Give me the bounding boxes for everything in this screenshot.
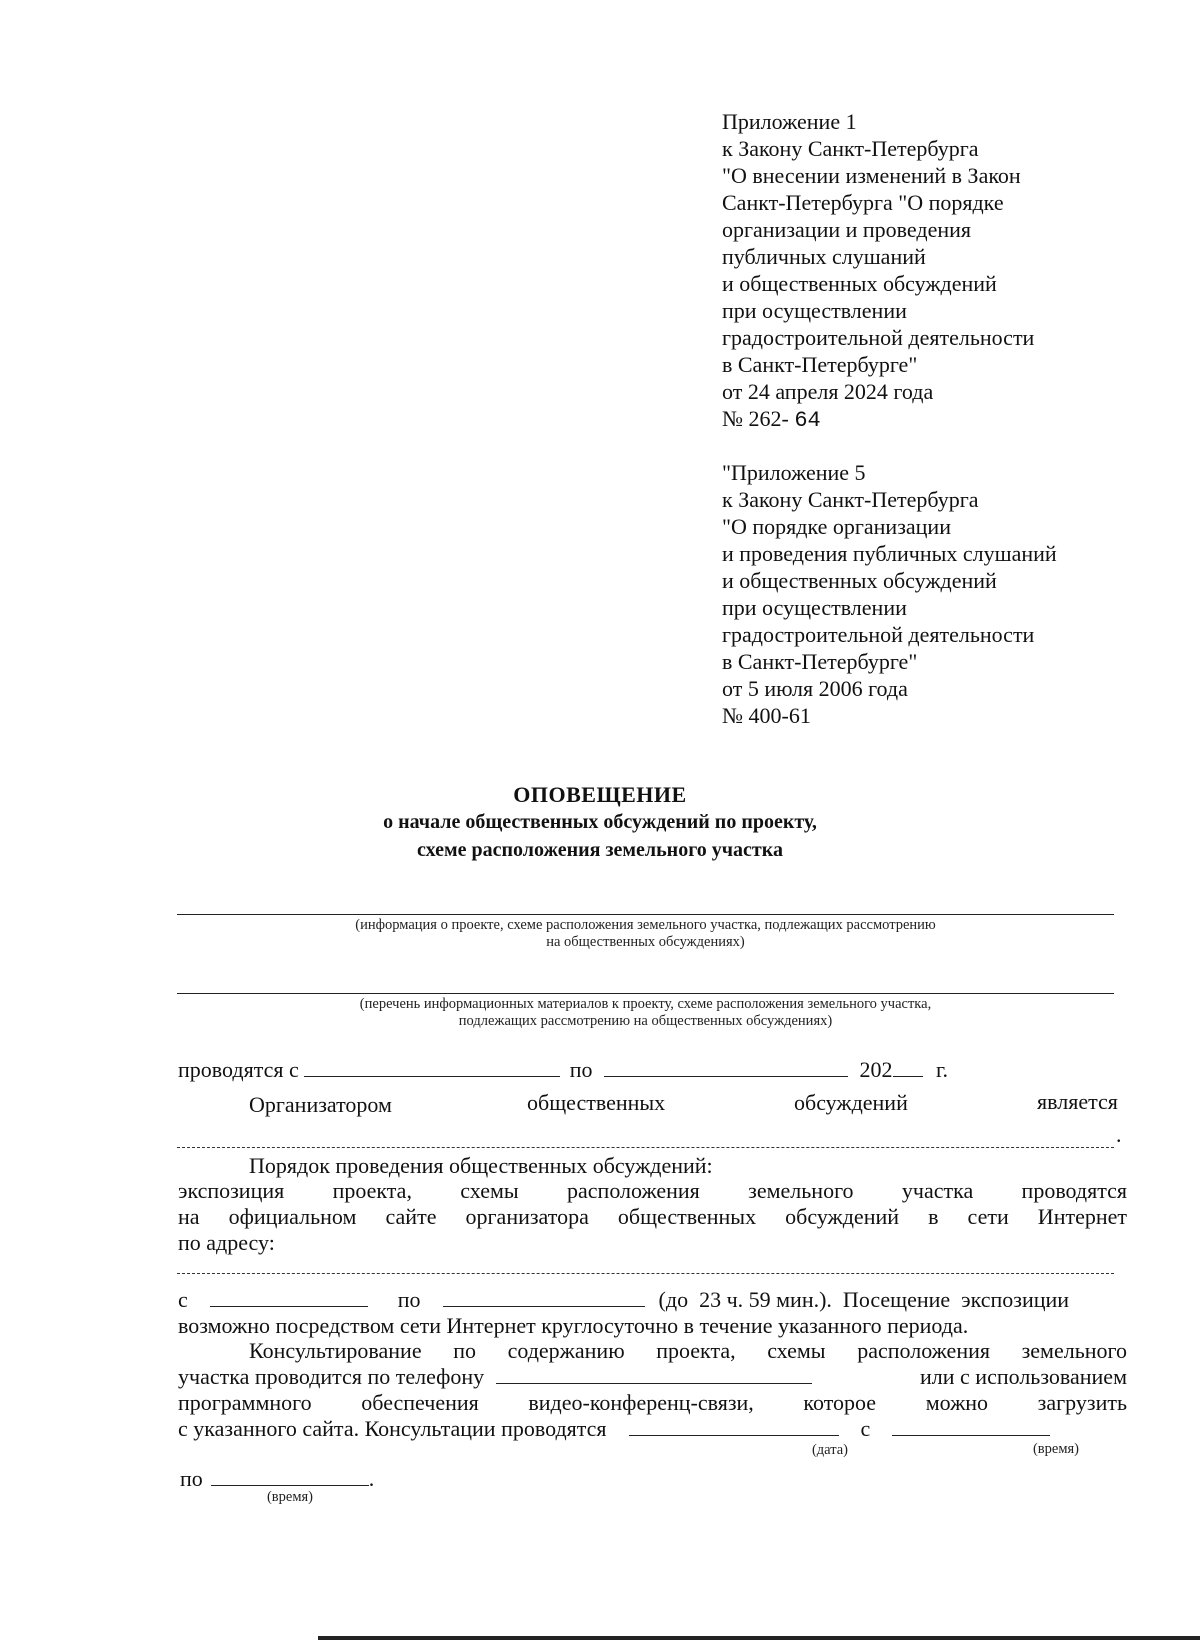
page-subtitle-line: о начале общественных обсуждений по проекту, bbox=[383, 811, 817, 833]
caption-line: подлежащих рассмотрению на общественных обсуждениях) bbox=[458, 1013, 833, 1029]
annex-5-line: к Закону Санкт-Петербурга bbox=[722, 487, 979, 512]
procedure-line: на официальном сайте организатора общественных обсуждений в сети Интернет bbox=[178, 1204, 1127, 1229]
annex-5-line: при осуществлении bbox=[722, 595, 907, 620]
exposition-tail: (до 23 ч. 59 мин.). Посещение экспозиции bbox=[658, 1287, 1070, 1312]
consult-phone-label: участка проводится по телефону bbox=[178, 1364, 485, 1389]
organizer-word: обсуждений bbox=[794, 1090, 908, 1115]
project-info-blank bbox=[177, 914, 1114, 915]
annex-5-line: и проведения публичных слушаний bbox=[722, 541, 1057, 566]
annex-5-line: градостроительной деятельности bbox=[722, 622, 1035, 647]
organizer-word: является bbox=[1037, 1089, 1118, 1114]
annex-5-block bbox=[722, 459, 1057, 729]
consult-from-label: с bbox=[860, 1416, 871, 1441]
consult-date-label: с указанного сайта. Консультации проводятся bbox=[178, 1416, 607, 1441]
period-year-suffix: г. bbox=[936, 1057, 949, 1082]
project-info-caption bbox=[177, 917, 1114, 951]
consult-date-blank[interactable] bbox=[629, 1415, 839, 1436]
annex-1-line: при осуществлении bbox=[722, 298, 907, 323]
exposition-from-label: с bbox=[178, 1287, 188, 1312]
consult-to-label: по bbox=[180, 1466, 203, 1491]
materials-blank bbox=[177, 993, 1114, 994]
exposition-start-blank[interactable] bbox=[210, 1286, 368, 1307]
caption-line: (перечень информационных материалов к проекту, схеме расположения земельного участка, bbox=[359, 996, 932, 1012]
period-end-blank[interactable] bbox=[604, 1056, 848, 1077]
exposition-end-blank[interactable] bbox=[443, 1286, 645, 1307]
annex-1-line: организации и проведения bbox=[722, 217, 972, 242]
consult-line: программного обеспечения видео-конференц-связи, которое можно загрузить bbox=[178, 1390, 1127, 1415]
time-caption: (время) bbox=[1032, 1441, 1080, 1457]
annex-1-number-handwritten: 64 bbox=[794, 408, 821, 433]
annex-5-line: "Приложение 5 bbox=[722, 460, 866, 485]
page-subtitle-line: схеме расположения земельного участка bbox=[417, 839, 783, 861]
annex-5-line: № 400-61 bbox=[722, 703, 811, 728]
caption-line: на общественных обсуждениях) bbox=[546, 934, 745, 950]
organizer-word: общественных bbox=[527, 1090, 666, 1115]
annex-1-line: и общественных обсуждений bbox=[722, 271, 997, 296]
period-year-blank[interactable] bbox=[893, 1056, 923, 1077]
date-caption: (дата) bbox=[811, 1442, 849, 1458]
consult-to-dot: . bbox=[368, 1466, 375, 1491]
organizer-blank[interactable] bbox=[177, 1147, 1114, 1148]
consult-phone-line bbox=[178, 1363, 1127, 1390]
exposition-line-2: возможно посредством сети Интернет круглосуточно в течение указанного периода. bbox=[178, 1313, 969, 1338]
annex-1-line: к Закону Санкт-Петербурга bbox=[722, 136, 979, 161]
annex-1-number bbox=[722, 405, 1034, 434]
page-bottom-edge bbox=[318, 1636, 1200, 1640]
consult-phone-tail: или с использованием bbox=[920, 1364, 1127, 1389]
annex-1-number-prefix: № 262- bbox=[722, 406, 789, 431]
notice-title-block bbox=[0, 782, 1200, 864]
time-caption: (время) bbox=[266, 1489, 314, 1505]
annex-1-block bbox=[722, 108, 1034, 434]
annex-5-line: от 5 июля 2006 года bbox=[722, 676, 908, 701]
period-from-label: проводятся с bbox=[178, 1057, 299, 1082]
annex-1-line: от 24 апреля 2024 года bbox=[722, 379, 934, 404]
procedure-line: экспозиция проекта, схемы расположения земельного участка проводятся bbox=[178, 1178, 1127, 1203]
page-title: ОПОВЕЩЕНИЕ bbox=[513, 782, 687, 807]
annex-1-line: градостроительной деятельности bbox=[722, 325, 1035, 350]
phone-blank[interactable] bbox=[496, 1363, 812, 1384]
materials-caption bbox=[177, 996, 1114, 1030]
annex-5-line: "О порядке организации bbox=[722, 514, 951, 539]
organizer-word: Организатором bbox=[249, 1092, 392, 1117]
period-to-label: по bbox=[569, 1057, 593, 1082]
consult-time-to-blank[interactable] bbox=[211, 1465, 369, 1486]
period-line bbox=[178, 1056, 948, 1083]
procedure-line: по адресу: bbox=[178, 1230, 275, 1255]
consult-time-from-blank[interactable] bbox=[892, 1415, 1050, 1436]
exposition-to-label: по bbox=[397, 1287, 421, 1312]
consult-to-line bbox=[180, 1465, 374, 1492]
annex-1-line: Санкт-Петербурга "О порядке bbox=[722, 190, 1004, 215]
annex-5-line: и общественных обсуждений bbox=[722, 568, 997, 593]
annex-1-line: Приложение 1 bbox=[722, 109, 857, 134]
exposition-line bbox=[178, 1286, 1127, 1313]
annex-1-line: публичных слушаний bbox=[722, 244, 926, 269]
caption-line: (информация о проекте, схеме расположения земельного участка, подлежащих рассмотрению bbox=[355, 917, 936, 933]
address-blank[interactable] bbox=[177, 1273, 1114, 1274]
period-year-label: 202 bbox=[859, 1057, 893, 1082]
organizer-period: . bbox=[1116, 1122, 1122, 1147]
period-start-blank[interactable] bbox=[304, 1056, 560, 1077]
consult-date-line bbox=[178, 1415, 1127, 1442]
annex-1-line: в Санкт-Петербурге" bbox=[722, 352, 918, 377]
annex-5-line: в Санкт-Петербурге" bbox=[722, 649, 918, 674]
annex-1-line: "О внесении изменений в Закон bbox=[722, 163, 1021, 188]
procedure-heading: Порядок проведения общественных обсуждений: bbox=[249, 1153, 713, 1178]
consult-line: Консультирование по содержанию проекта, схемы расположения земельного bbox=[249, 1338, 1127, 1363]
